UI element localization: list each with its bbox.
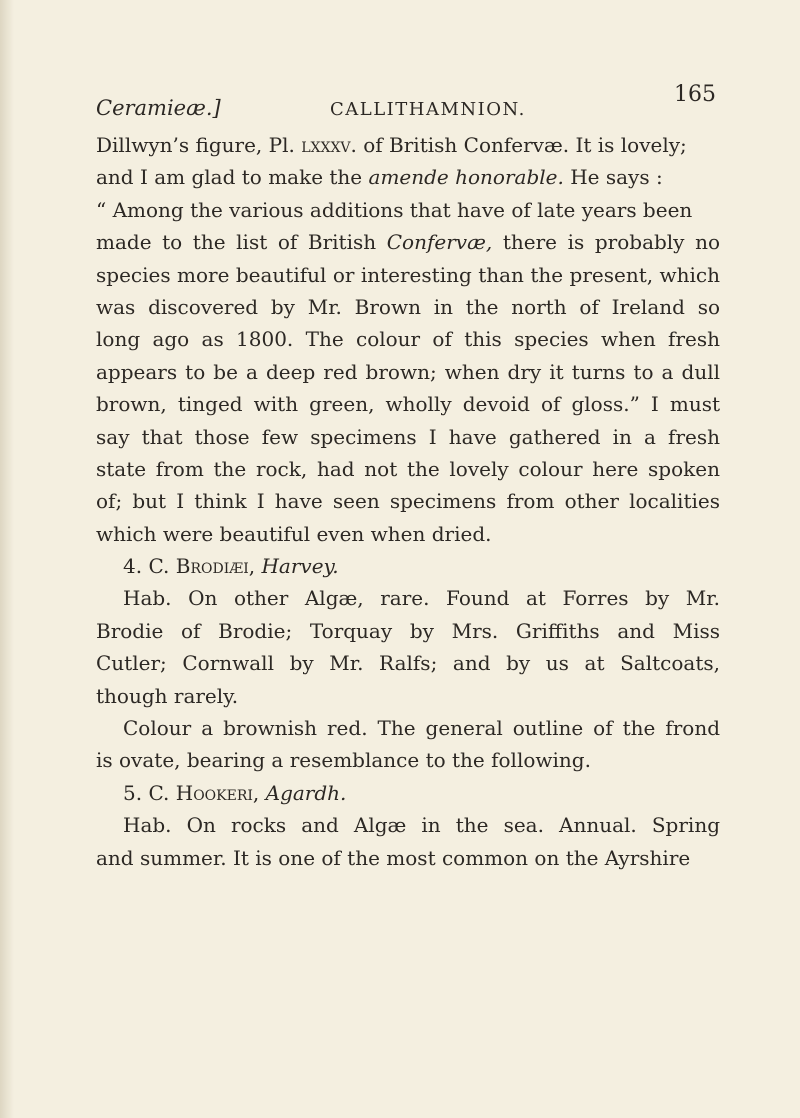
species-heading: 4. C. Brodiæi, Harvey.	[123, 554, 339, 579]
text-line: Hab. On other Algæ, rare. Found at Forres by Mr.	[123, 586, 720, 611]
text-line: was discovered by Mr. Brown in the north of Ireland so	[96, 294, 720, 319]
text-line: which were beautiful even when dried.	[96, 521, 492, 546]
text-line: brown, tinged with green, wholly devoid of gloss.” I must	[96, 392, 720, 417]
text-line: and summer. It is one of the most common on the Ayrshire	[96, 845, 691, 870]
page-body	[96, 129, 720, 874]
text-line: say that those few specimens I have gathered in a fresh	[96, 424, 720, 449]
text-line: Brodie of Brodie; Torquay by Mrs. Griffiths and Miss	[96, 618, 720, 643]
species-heading: 5. C. Hookeri, Agardh.	[123, 780, 347, 805]
text-line: though rarely.	[96, 683, 239, 708]
text-line: Hab. On rocks and Algæ in the sea. Annual. Spring	[123, 813, 720, 838]
running-header	[96, 80, 716, 120]
text-line: Dillwyn’s figure, Pl. lxxxv. of British Confervæ. It is lovely;	[96, 133, 687, 157]
page-edge-shadow	[0, 0, 14, 1118]
text-line: and I am glad to make the amende honorable. He says :	[96, 165, 663, 190]
text-line: state from the rock, had not the lovely colour here spoken	[96, 456, 720, 481]
text-line: species more beautiful or interesting than the present, which	[96, 262, 720, 287]
text-line: made to the list of British Confervæ, there is probably no	[96, 230, 720, 255]
text-line: is ovate, bearing a resemblance to the following.	[96, 748, 591, 773]
text-line: appears to be a deep red brown; when dry it turns to a dull	[96, 359, 720, 384]
text-line: Colour a brownish red. The general outline of the frond	[123, 716, 720, 741]
text-line: of; but I think I have seen specimens from other localities	[96, 489, 720, 514]
header-genus: CALLITHAMNION.	[330, 99, 526, 120]
text-line: “ Among the various additions that have of late years been	[96, 197, 693, 222]
header-family: Ceramieæ.]	[96, 96, 221, 120]
page-number: 165	[674, 82, 716, 107]
text-line: long ago as 1800. The colour of this species when fresh	[96, 327, 720, 352]
text-line: Cutler; Cornwall by Mr. Ralfs; and by us at Saltcoats,	[96, 651, 720, 676]
